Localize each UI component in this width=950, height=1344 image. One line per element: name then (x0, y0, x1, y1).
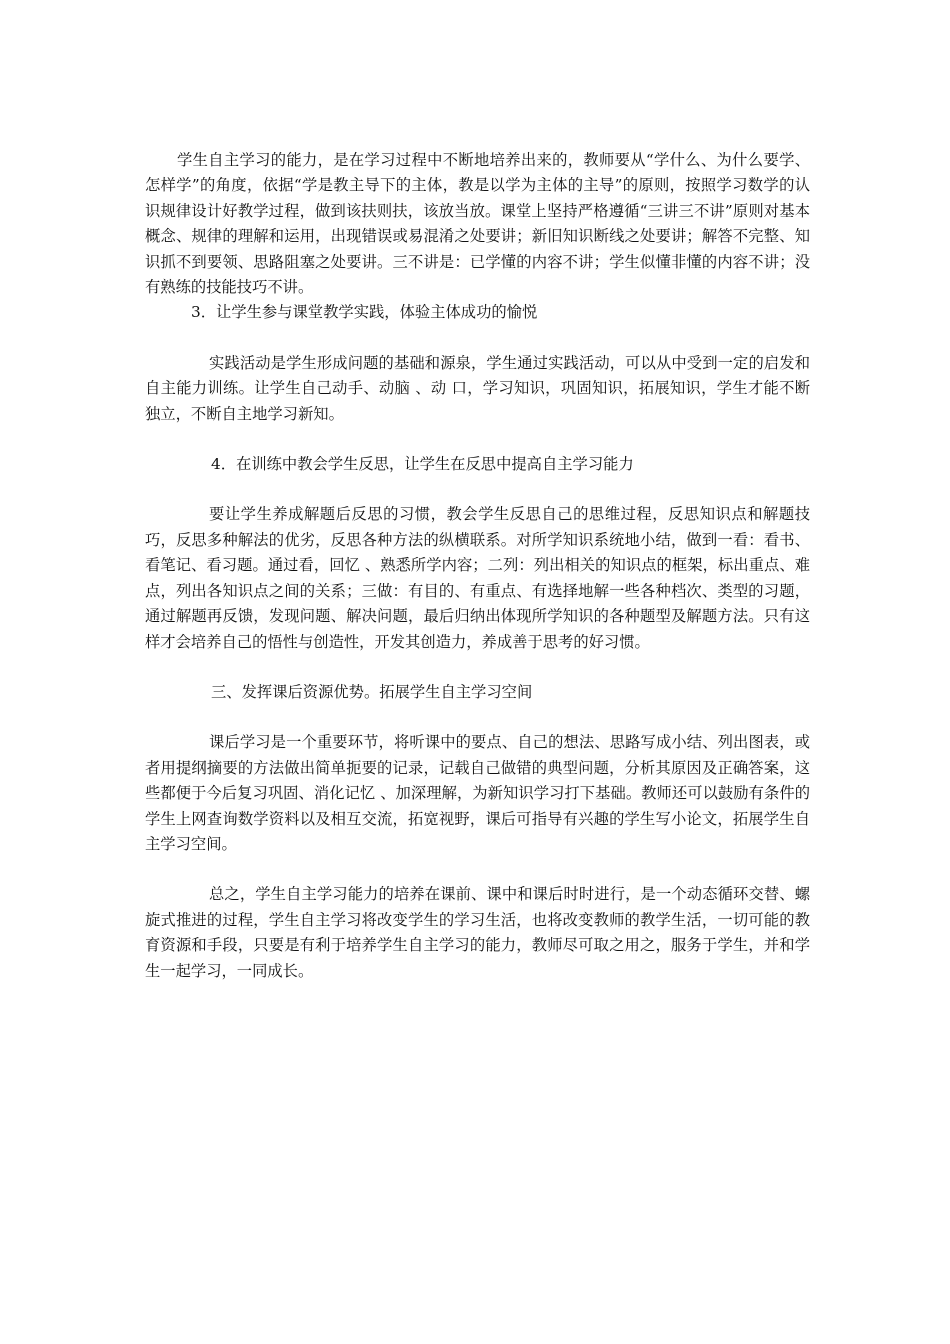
spacer (145, 326, 810, 351)
spacer (145, 705, 810, 730)
spacer (145, 857, 810, 882)
heading-after-class: 三、发挥课后资源优势。拓展学生自主学习空间 (211, 682, 533, 701)
paragraph-teacher-guidance: 学生自主学习的能力，是在学习过程中不断地培养出来的，教师要从“学什么、为什么要学、怎样学”的角度，依据“学是教主导下的主体，教是以学为主体的主导”的原则，按照学习数学的认识规律设计好教学过程，做到该扶则扶，该放当放。课堂上坚持严格遵循“三讲三不讲”原则对基本概念、规律的理解和运用，出现错误或易混淆之处要讲；新旧知识断线之处要讲；解答不完整、知识抓不到要领、思路阻塞之处要讲。三不讲是：已学懂的内容不讲；学生似懂非懂的内容不讲；没有熟练的技能技巧不讲。 (145, 151, 810, 297)
paragraph-practice: 实践活动是学生形成问题的基础和源泉，学生通过实践活动，可以从中受到一定的启发和自主能力训练。让学生自己动手、动脑 、动 口，学习知识，巩固知识，拓展知识，学生才能不断独立，不断自主地学习新知。 (145, 353, 810, 423)
paragraph-after-class: 课后学习是一个重要环节，将听课中的要点、自己的想法、思路写成小结、列出图表，或者用提纲摘要的方法做出简单扼要的记录，记载自己做错的典型问题，分析其原因及正确答案，这些都便于今后复习巩固、消化记忆 、加深理解，为新知识学习打下基础。教师还可以鼓励有条件的学生上网查询数学资料以及相互交流，拓宽视野，课后可指导有兴趣的学生写小论文，拓展学生自主学习空间。 (145, 733, 810, 853)
spacer (145, 477, 810, 502)
spacer (145, 655, 810, 680)
heading-reflection: 4．在训练中教会学生反思，让学生在反思中提高自主学习能力 (211, 455, 634, 474)
paragraph-reflection: 要让学生养成解题后反思的习惯，教会学生反思自己的思维过程，反思知识点和解题技巧，反思多种解法的优劣，反思各种方法的纵横联系。对所学知识系统地小结，做到一看：看书、看笔记、看习题。通过看，回忆 、熟悉所学内容；二列：列出相关的知识点的框架，标出重点、难点，列出各知识点之间的关系；三做：有目的、有重点、有选择地解一些各种档次、类型的习题，通过解题再反馈，发现问题、解决问题，最后归纳出体现所学知识的各种题型及解题方法。只有这样才会培养自己的悟性与创造性，开发其创造力，养成善于思考的好习惯。 (145, 505, 810, 651)
spacer (145, 427, 810, 452)
paragraph-conclusion: 总之，学生自主学习能力的培养在课前、课中和课后时时进行，是一个动态循环交替、螺旋式推进的过程，学生自主学习将改变学生的学习生活，也将改变教师的教学生活，一切可能的教育资源和手段，只要是有利于培养学生自主学习的能力，教师尽可取之用之，服务于学生，并和学生一起学习，一同成长。 (145, 885, 810, 980)
document-body (145, 148, 810, 984)
heading-practice: 3．让学生参与课堂教学实践，体验主体成功的愉悦 (191, 303, 538, 322)
